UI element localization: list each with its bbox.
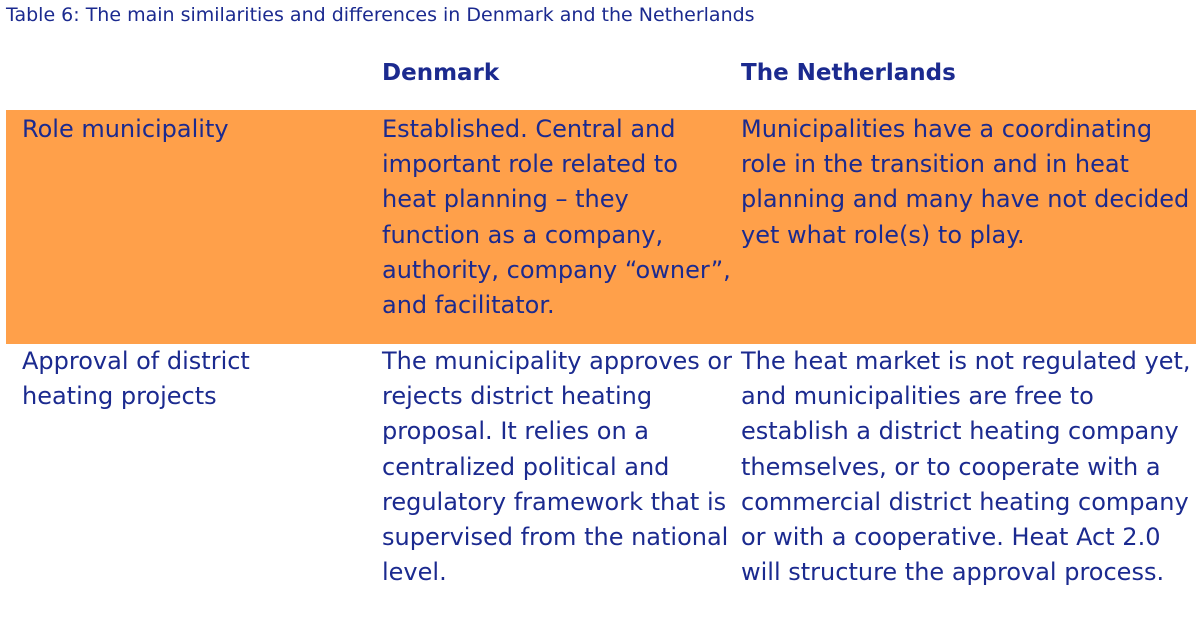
- column-header-denmark: Denmark: [382, 60, 500, 86]
- table-caption: Table 6: The main similarities and differences in Denmark and the Netherlands: [6, 4, 755, 26]
- netherlands-cell: Municipalities have a coordinating role in the transition and in heat planning and many have not decided yet what role(s) to play.: [741, 115, 1190, 249]
- table-row-role-municipality: [6, 110, 1196, 344]
- netherlands-cell: The heat market is not regulated yet, and municipalities are free to establish a district heating company themselves, or to cooperate with a commercial district heating company or with a cooperative. Heat Act 2.0 will structure the approval process.: [741, 347, 1191, 587]
- denmark-cell: Established. Central and important role related to heat planning – they function as a company, authority, company “owner”, and facilitator.: [382, 115, 731, 320]
- row-label: Role municipality: [22, 115, 229, 143]
- row-label: Approval of district heating projects: [22, 347, 250, 411]
- denmark-cell: The municipality approves or rejects district heating proposal. It relies on a centralized political and regulatory framework that is supervised from the national level.: [382, 347, 732, 587]
- table-row-approval: [6, 344, 1196, 634]
- column-header-netherlands: The Netherlands: [741, 60, 956, 86]
